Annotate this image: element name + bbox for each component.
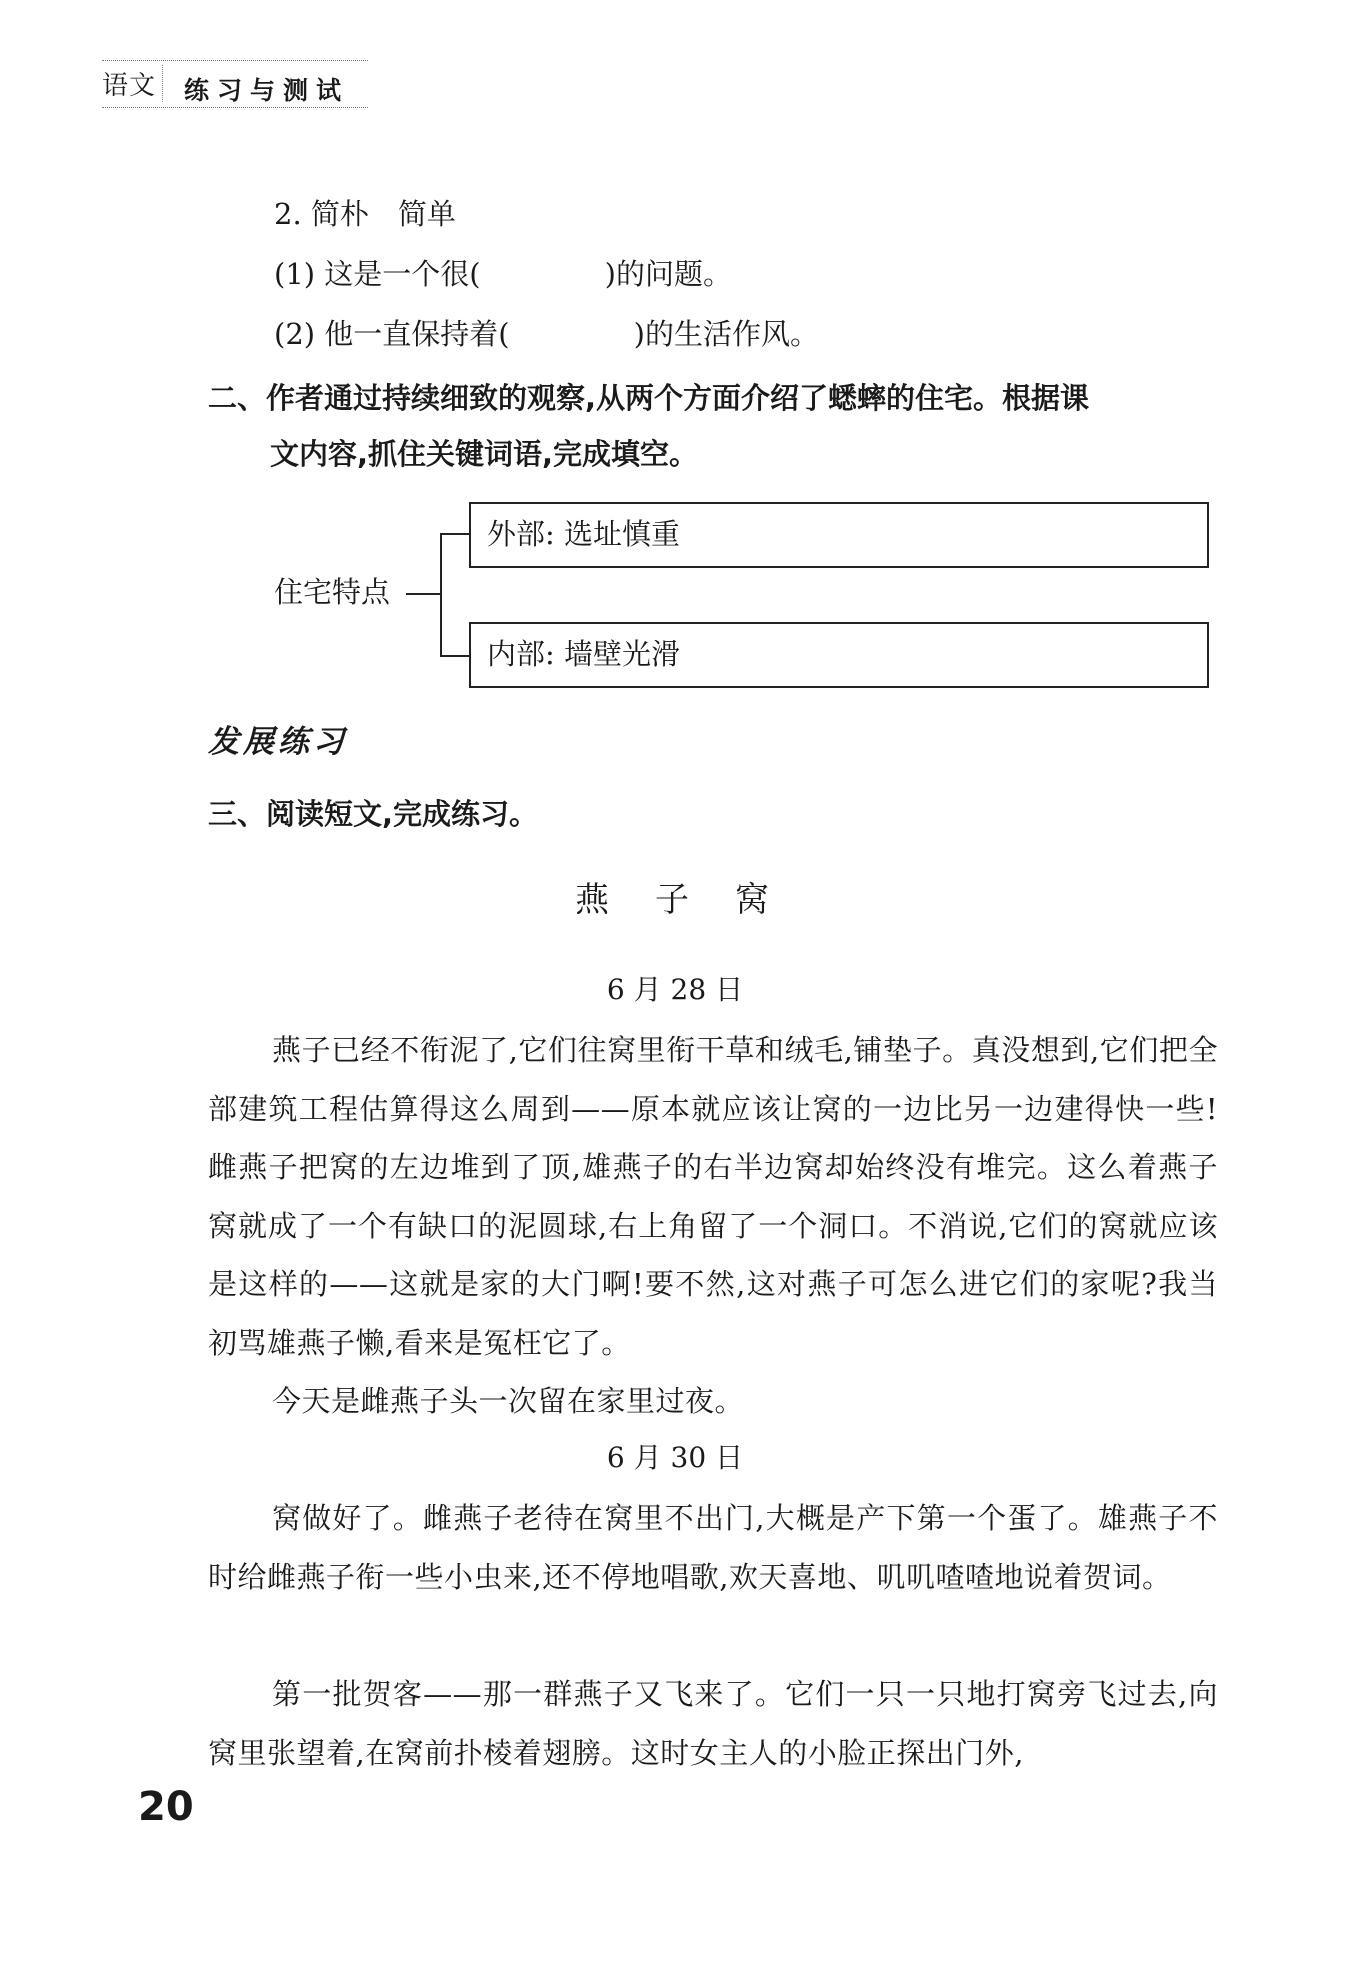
q2-item1-prefix: (1) 这是一个很( — [274, 257, 481, 291]
q2-item1-suffix: )的问题。 — [604, 257, 732, 291]
diagram-root-connector — [406, 593, 440, 595]
article-paragraph-4: 第一批贺客——那一群燕子又飞来了。它们一只一只地打窝旁飞过去,向窝里张望着,在窝前扑棱着翅膀。这时女主人的小脸正探出门外, — [208, 1677, 1218, 1770]
section2-instruction-line2: 文内容,抓住关键词语,完成填空。 — [270, 437, 699, 471]
q2-item1 — [274, 254, 732, 294]
section3-instruction: 三、阅读短文,完成练习。 — [208, 797, 539, 831]
section2-instruction-line1: 二、作者通过持续细致的观察,从两个方面介绍了蟋蟀的住宅。根据课 — [208, 381, 1090, 415]
book-title: 练习与测试 — [184, 76, 350, 105]
diagram-branch-top — [440, 533, 470, 535]
diagram-root-label: 住宅特点 — [274, 575, 391, 609]
q2-words: 2. 简朴 简单 — [274, 197, 456, 231]
article-paragraph-2: 今天是雌燕子头一次留在家里过夜。 — [272, 1384, 745, 1418]
q2-item2 — [274, 314, 819, 354]
diagram-box-outer: 外部: 选址慎重 — [469, 502, 1209, 568]
article-title: 燕 子 窝 — [575, 880, 775, 920]
subject-label: 语文 — [102, 65, 163, 102]
article-date-2: 6 月 30 日 — [606, 1441, 744, 1474]
page-number: 20 — [138, 1784, 194, 1830]
article-paragraph-1: 燕子已经不衔泥了,它们往窝里衔干草和绒毛,铺垫子。真没想到,它们把全部建筑工程估算得这么周到——原本就应该让窝的一边比另一边建得快一些!雌燕子把窝的左边堆到了顶,雄燕子的右半边窝却始终没有堆完。这么着燕子窝就成了一个有缺口的泥圆球,右上角留了一个洞口。不消说,它们的窝就应该是这样的——这就是家的大门啊!要不然,这对燕子可怎么进它们的家呢?我当初骂雄燕子懒,看来是冤枉它了。 — [208, 1033, 1218, 1360]
q2-item2-suffix: )的生活作风。 — [633, 317, 819, 351]
diagram-branch-bottom — [440, 655, 470, 657]
q2-item2-prefix: (2) 他一直保持着( — [274, 317, 510, 351]
running-header — [102, 60, 368, 108]
article-paragraph-3: 窝做好了。雌燕子老待在窝里不出门,大概是产下第一个蛋了。雄燕子不时给雌燕子衔一些小虫来,还不停地唱歌,欢天喜地、叽叽喳喳地说着贺词。 — [208, 1501, 1218, 1594]
article-date-1: 6 月 28 日 — [606, 973, 744, 1006]
section-heading: 发展练习 — [208, 724, 348, 760]
diagram-box-inner: 内部: 墙壁光滑 — [469, 622, 1209, 688]
diagram-bracket — [440, 534, 442, 656]
